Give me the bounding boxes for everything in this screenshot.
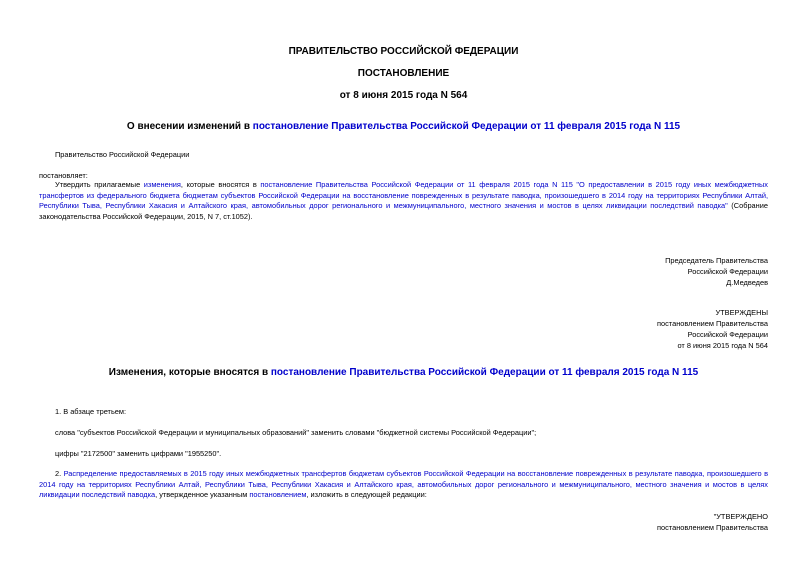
item-1b: цифры "2172500" заменить цифрами "1955250". bbox=[55, 449, 222, 458]
item-2-number: 2. bbox=[55, 469, 64, 478]
changes-title-link[interactable]: постановление Правительства Российской Федерации от 11 февраля 2015 года N 115 bbox=[270, 367, 699, 378]
item-1: 1. В абзаце третьем: bbox=[55, 407, 127, 416]
resolution-115-link[interactable]: постановление Правительства Российской Федерации от 11 февраля 2015 года N 115 "О предоставлении в 2015 году иных межбюджетных трансфертов из федерального бюджета бюджетам субъектов Российской Федерации на восстановление поврежденных в результате паводка, произошедшего в 2014 году на территориях Республики Алтай, Республики Тыва, Республики Хакасия и Алтайского края, автомобильных дорог регионального и межмуниципального, местного значения и мостов в целях ликвидации последствий паводка" bbox=[39, 180, 768, 210]
intro-resolves: постановляет: bbox=[39, 171, 88, 180]
changes-link[interactable]: изменения bbox=[143, 180, 181, 189]
header-org: ПРАВИТЕЛЬСТВО РОССИЙСКОЙ ФЕДЕРАЦИИ bbox=[288, 46, 519, 57]
header-date: от 8 июня 2015 года N 564 bbox=[339, 90, 468, 101]
intro-text-1: Утвердить прилагаемые bbox=[55, 180, 144, 189]
signature-line-3: Д.Медведев bbox=[726, 278, 768, 287]
changes-title-prefix: Изменения, которые вносятся в bbox=[108, 367, 271, 378]
approved2-line-1: "УТВЕРЖДЕНО bbox=[713, 512, 768, 521]
intro-paragraph bbox=[39, 180, 768, 222]
intro-text-3: (Собрание законодательства Российской Федерации, 2015, N 7, ст.1052). bbox=[39, 201, 768, 221]
item-2-text-1: , утвержденное указанным bbox=[155, 490, 250, 499]
intro-text-2: , которые вносятся в bbox=[180, 180, 261, 189]
document-title bbox=[0, 121, 807, 132]
header-doc-type: ПОСТАНОВЛЕНИЕ bbox=[357, 68, 450, 79]
approved-line-4: от 8 июня 2015 года N 564 bbox=[677, 341, 768, 350]
distribution-link[interactable]: Распределение предоставляемых в 2015 году иных межбюджетных трансфертов бюджетам субъектов Российской Федерации на восстановление поврежденных в результате паводка, произошедшего в 2014 году на территориях Республики Алтай, Республики Тыва, Республики Хакасия и Алтайского края, автомобильных дорог регионального и межмуниципального, местного значения и мостов в целях ликвидации последствий паводка bbox=[39, 469, 768, 499]
changes-title bbox=[0, 367, 807, 378]
title-link[interactable]: постановление Правительства Российской Федерации от 11 февраля 2015 года N 115 bbox=[252, 121, 681, 132]
approved2-line-2: постановлением Правительства bbox=[657, 523, 768, 532]
signature-line-2: Российской Федерации bbox=[687, 267, 768, 276]
resolution-link[interactable]: постановлением bbox=[249, 490, 307, 499]
intro-government: Правительство Российской Федерации bbox=[55, 150, 190, 159]
approved-line-1: УТВЕРЖДЕНЫ bbox=[715, 308, 768, 317]
approved-line-2: постановлением Правительства bbox=[657, 319, 768, 328]
title-prefix: О внесении изменений в bbox=[126, 121, 253, 132]
signature-line-1: Председатель Правительства bbox=[665, 256, 768, 265]
approved-line-3: Российской Федерации bbox=[687, 330, 768, 339]
item-1a: слова "субъектов Российской Федерации и муниципальных образований" заменить словами "бюджетной системы Российской Федерации"; bbox=[55, 428, 537, 437]
item-2 bbox=[39, 469, 768, 501]
item-2-text-2: , изложить в следующей редакции: bbox=[306, 490, 427, 499]
